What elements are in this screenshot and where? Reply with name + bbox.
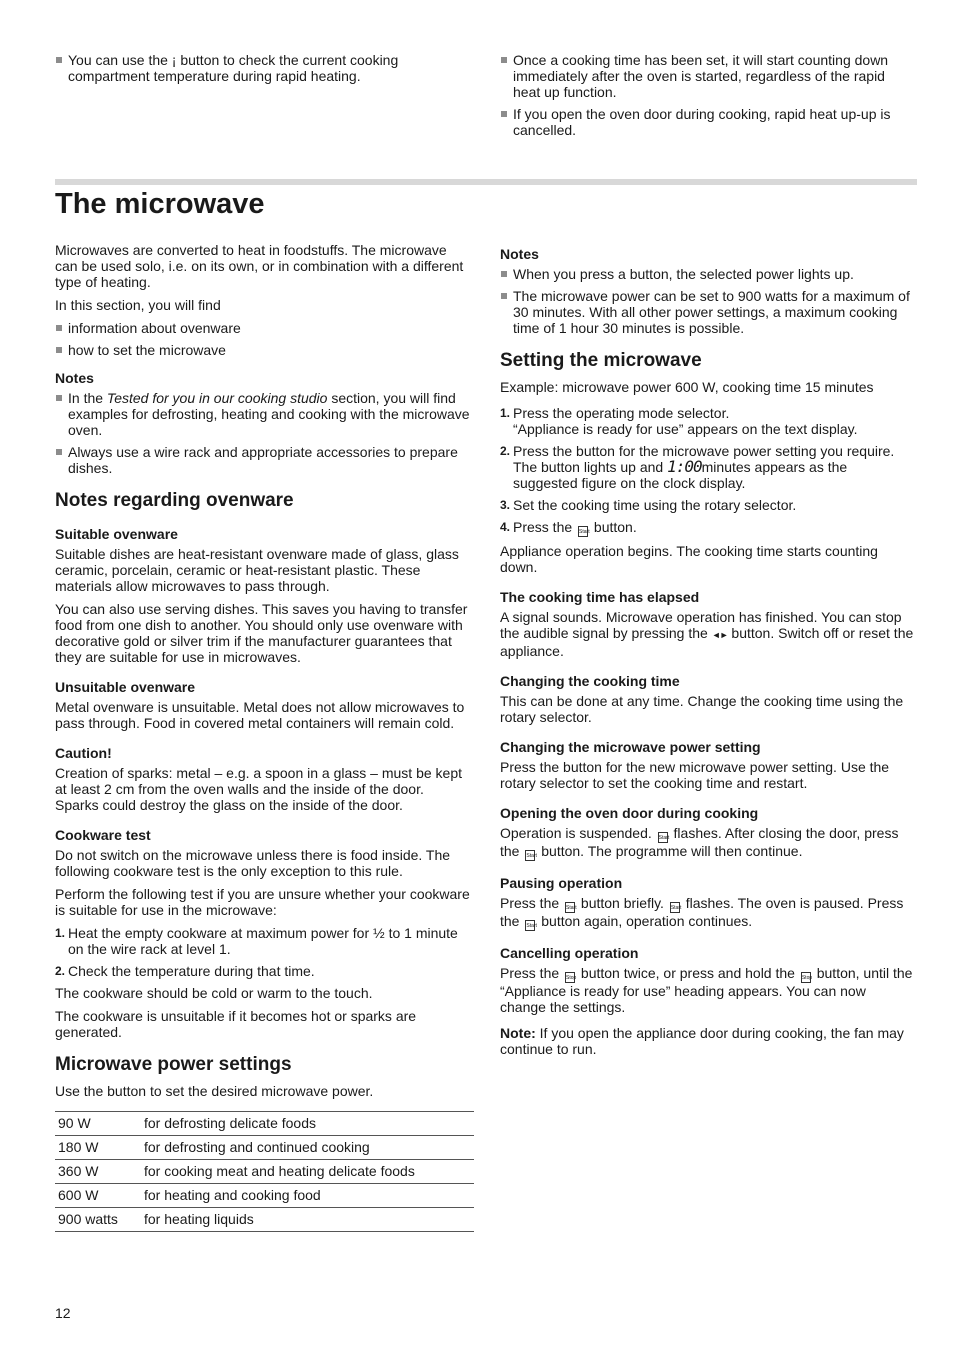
arrows-icon: ◄► — [711, 630, 728, 640]
list-item: The microwave power can be set to 900 watts for a maximum of 30 minutes. With all other power settings, a maximum cooking time of 1 hour 30 minutes is possible. — [500, 288, 915, 336]
start-icon: Start — [565, 902, 575, 913]
changing-power-heading: Changing the microwave power setting — [500, 739, 761, 755]
setting-step: 2. Press the button for the microwave power setting you require. The button lights up and 1:00minutes appears as the suggested figure on the clock display. — [500, 443, 895, 491]
test-step: 1. Heat the empty cookware at maximum power for ½ to 1 minute on the wire rack at level 1. — [55, 925, 458, 957]
start-icon: Start — [658, 832, 668, 843]
suitable-heading: Suitable ovenware — [55, 526, 178, 542]
caution-paragraph: Creation of sparks: metal – e.g. a spoon in a glass – must be kept at least 2 cm from the oven walls and the inside of the door. Sparks could destroy the glass on the inside of the door. — [55, 765, 462, 813]
setting-step: 1. Press the operating mode selector. “Appliance is ready for use” appears on the text display. — [500, 405, 858, 437]
list-item: You can use the ¡ button to check the current cooking compartment temperature during rapid heating. — [55, 52, 470, 84]
start-icon: Start — [670, 902, 680, 913]
section-divider — [55, 179, 917, 185]
cookware-test-heading: Cookware test — [55, 827, 151, 843]
changing-power-paragraph: Press the button for the new microwave power setting. Use the rotary selector to set the cooking time and restart. — [500, 759, 890, 791]
setting-microwave-heading: Setting the microwave — [500, 350, 702, 371]
right-column — [500, 242, 915, 1064]
top-left-column — [55, 52, 470, 90]
power-settings-heading: Microwave power settings — [55, 1054, 292, 1075]
pausing-paragraph: Press the Start button briefly. Start flashes. The oven is paused. Press the Start button again, operation continues. — [500, 895, 904, 929]
note-paragraph: Note: If you open the appliance door during cooking, the fan may continue to run. — [500, 1025, 904, 1057]
setting-step: 3. Set the cooking time using the rotary selector. — [500, 497, 797, 513]
start-icon: Start — [525, 850, 535, 861]
left-column — [55, 242, 470, 1232]
start-icon: Start — [578, 526, 588, 537]
find-paragraph: In this section, you will find — [55, 297, 221, 313]
unsuitable-paragraph: Metal ovenware is unsuitable. Metal does not allow microwaves to pass through. Food in covered metal containers will remain cold. — [55, 699, 465, 731]
test-paragraph-4: The cookware is unsuitable if it becomes hot or sparks are generated. — [55, 1008, 417, 1040]
stop-icon: Stop — [565, 972, 575, 983]
list-item: Always use a wire rack and appropriate accessories to prepare dishes. — [55, 444, 470, 476]
power-paragraph: Use the button to set the desired microwave power. — [55, 1083, 374, 1099]
clock-display-value: 1:00 — [667, 457, 702, 476]
list-item: In the Tested for you in our cooking studio section, you will find examples for defrosting, heating and cooking with the microwave oven. — [55, 390, 470, 438]
start-icon: Start — [525, 920, 535, 931]
power-table — [55, 1111, 474, 1232]
top-right-column — [500, 52, 915, 144]
test-paragraph-3: The cookware should be cold or warm to the touch. — [55, 985, 373, 1001]
pausing-heading: Pausing operation — [500, 875, 623, 891]
setting-step: 4. Press the Start button. — [500, 519, 637, 535]
table-row: 600 W for heating and cooking food — [55, 1184, 474, 1208]
intro-paragraph: Microwaves are converted to heat in foodstuffs. The microwave can be used solo, i.e. on its own, or in combination with a different type of heating. — [55, 242, 464, 290]
table-row: 180 W for defrosting and continued cooking — [55, 1136, 474, 1160]
example-paragraph: Example: microwave power 600 W, cooking time 15 minutes — [500, 379, 874, 395]
door-paragraph: Operation is suspended. Start flashes. After closing the door, press the Start button. The programme will then continue. — [500, 825, 899, 859]
suitable-paragraph-2: You can also use serving dishes. This saves you having to transfer food from one dish to another. You should only use ovenware with decorative gold or silver trim if the manufacturer guarantees that they are suitable for use in microwaves. — [55, 601, 468, 665]
elapsed-paragraph: A signal sounds. Microwave operation has finished. You can stop the audible signal by pressing the ◄► button. Switch off or reset the appliance. — [500, 609, 914, 659]
list-item: information about ovenware — [55, 320, 470, 336]
page-number: 12 — [55, 1305, 71, 1321]
door-heading: Opening the oven door during cooking — [500, 805, 759, 821]
test-paragraph: Do not switch on the microwave unless there is food inside. The following cookware test is the only exception to this rule. — [55, 847, 451, 879]
list-item: If you open the oven door during cooking, rapid heat up-up is cancelled. — [500, 106, 915, 138]
table-row: 360 W for cooking meat and heating delicate foods — [55, 1160, 474, 1184]
changing-time-heading: Changing the cooking time — [500, 673, 680, 689]
changing-time-paragraph: This can be done at any time. Change the cooking time using the rotary selector. — [500, 693, 904, 725]
list-item: Once a cooking time has been set, it will start counting down immediately after the oven is started, regardless of the rapid heat up function. — [500, 52, 915, 100]
stop-icon: Stop — [801, 972, 811, 983]
begins-paragraph: Appliance operation begins. The cooking time starts counting down. — [500, 543, 878, 575]
unsuitable-heading: Unsuitable ovenware — [55, 679, 196, 695]
elapsed-heading: The cooking time has elapsed — [500, 589, 700, 605]
test-paragraph-2: Perform the following test if you are unsure whether your cookware is suitable for use in the microwave: — [55, 886, 470, 918]
table-row: 900 watts for heating liquids — [55, 1208, 474, 1232]
notes-heading: Notes — [500, 246, 539, 262]
cancelling-heading: Cancelling operation — [500, 945, 639, 961]
notes-heading: Notes — [55, 370, 94, 386]
list-item: how to set the microwave — [55, 342, 470, 358]
table-row: 90 W for defrosting delicate foods — [55, 1112, 474, 1136]
test-step: 2. Check the temperature during that time. — [55, 963, 315, 979]
ovenware-heading: Notes regarding ovenware — [55, 490, 294, 511]
list-item: When you press a button, the selected power lights up. — [500, 266, 915, 282]
studio-section-reference: Tested for you in our cooking studio — [106, 390, 328, 406]
caution-heading: Caution! — [55, 745, 112, 761]
suitable-paragraph: Suitable dishes are heat-resistant ovenware made of glass, glass ceramic, porcelain, ceramic or heat-resistant plastic. These materials allow microwaves to pass through. — [55, 546, 459, 594]
page-title: The microwave — [55, 188, 265, 220]
cancelling-paragraph: Press the Stop button twice, or press and hold the Stop button, until the “Appliance is ready for use” heading appears. You can now change the settings. — [500, 965, 913, 1015]
